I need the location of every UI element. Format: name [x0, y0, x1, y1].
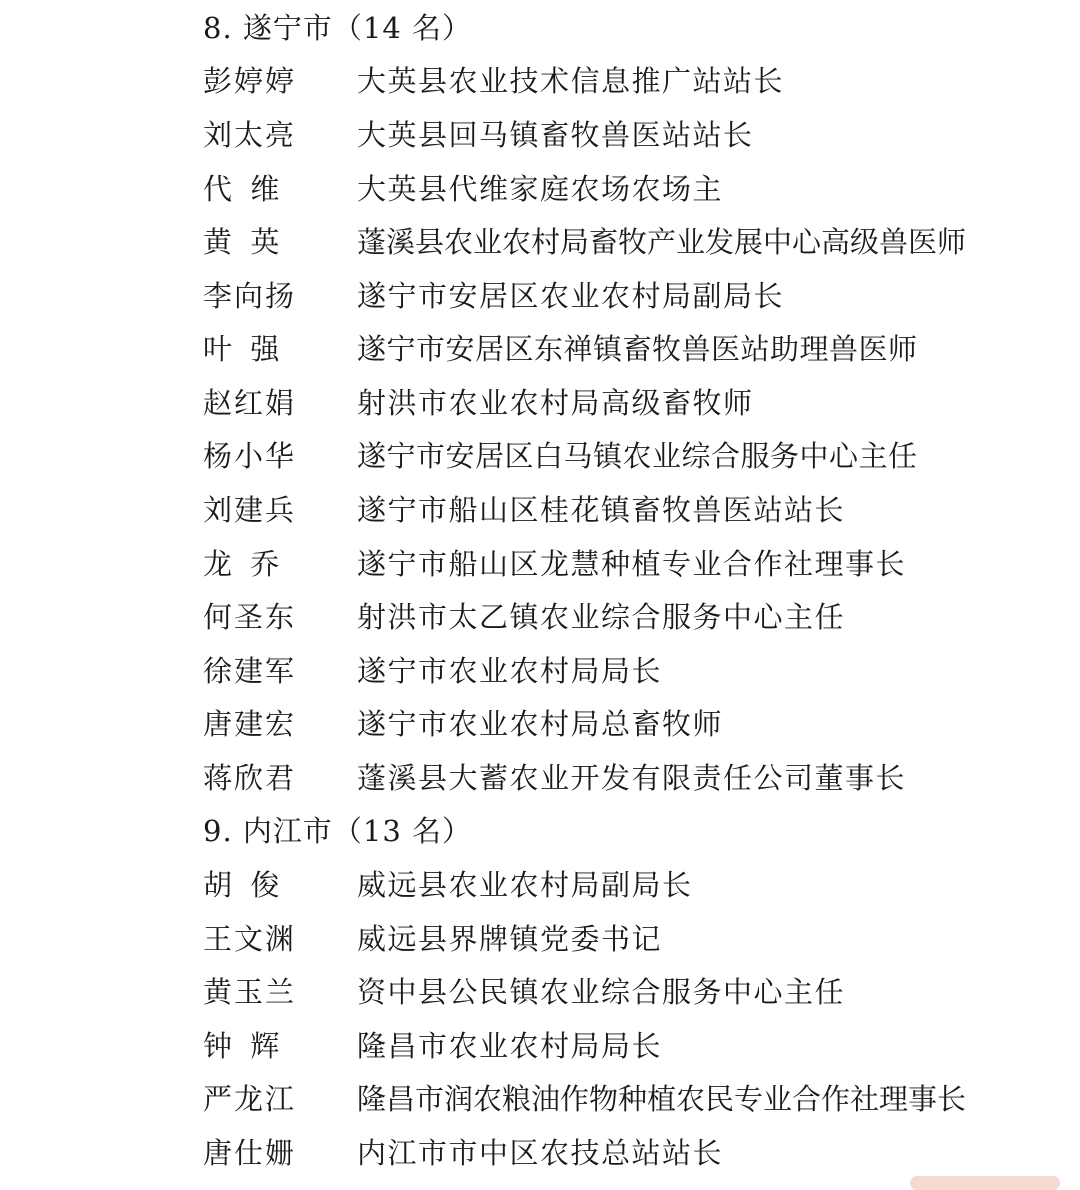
person-title: 遂宁市安居区白马镇农业综合服务中心主任	[357, 439, 918, 473]
person-name: 唐仕姗	[203, 1136, 297, 1170]
person-name: 胡 俊	[203, 868, 280, 902]
person-name: 黄 英	[203, 225, 280, 259]
person-title: 遂宁市农业农村局总畜牧师	[357, 707, 724, 741]
list-item	[0, 436, 1080, 476]
section-heading: 9. 内江市（13 名）	[203, 814, 473, 848]
list-item	[0, 222, 1080, 262]
person-name: 叶 强	[203, 332, 280, 366]
list-item	[0, 1026, 1080, 1066]
list-item	[0, 383, 1080, 423]
list-item	[0, 704, 1080, 744]
person-title: 射洪市农业农村局高级畜牧师	[357, 386, 754, 420]
person-title: 蓬溪县农业农村局畜牧产业发展中心高级兽医师	[357, 225, 967, 259]
person-title: 遂宁市船山区龙慧种植专业合作社理事长	[357, 547, 907, 581]
person-title: 资中县公民镇农业综合服务中心主任	[357, 975, 846, 1009]
person-title: 遂宁市安居区东禅镇畜牧兽医站助理兽医师	[357, 332, 918, 366]
list-item	[0, 758, 1080, 798]
list-item	[0, 597, 1080, 637]
person-name: 钟 辉	[203, 1029, 280, 1063]
list-item	[0, 276, 1080, 316]
list-item	[0, 115, 1080, 155]
person-title: 隆昌市润农粮油作物种植农民专业合作社理事长	[357, 1082, 967, 1116]
person-name: 代 维	[203, 172, 280, 206]
person-title: 蓬溪县大蓄农业开发有限责任公司董事长	[357, 761, 907, 795]
person-title: 遂宁市船山区桂花镇畜牧兽医站站长	[357, 493, 846, 527]
person-name: 何圣东	[203, 600, 297, 634]
person-title: 大英县代维家庭农场农场主	[357, 172, 724, 206]
person-name: 刘太亮	[203, 118, 297, 152]
person-name: 徐建军	[203, 654, 297, 688]
list-item	[0, 1079, 1080, 1119]
person-name: 彭婷婷	[203, 64, 297, 98]
person-title: 内江市市中区农技总站站长	[357, 1136, 724, 1170]
list-item	[0, 544, 1080, 584]
page-corner-highlight	[910, 1176, 1060, 1190]
list-item	[0, 919, 1080, 959]
person-title: 大英县农业技术信息推广站站长	[357, 64, 785, 98]
person-name: 王文渊	[203, 922, 297, 956]
list-item	[0, 972, 1080, 1012]
person-name: 龙 乔	[203, 547, 280, 581]
section-heading: 8. 遂宁市（14 名）	[203, 11, 473, 45]
list-item	[0, 490, 1080, 530]
person-name: 杨小华	[203, 439, 297, 473]
list-item	[0, 865, 1080, 905]
person-name: 严龙江	[203, 1082, 297, 1116]
person-title: 威远县界牌镇党委书记	[357, 922, 663, 956]
list-item	[0, 169, 1080, 209]
person-title: 威远县农业农村局副局长	[357, 868, 693, 902]
person-name: 李向扬	[203, 279, 297, 313]
person-title: 隆昌市农业农村局局长	[357, 1029, 663, 1063]
list-item	[0, 1133, 1080, 1173]
person-name: 黄玉兰	[203, 975, 297, 1009]
list-item	[0, 61, 1080, 101]
person-title: 大英县回马镇畜牧兽医站站长	[357, 118, 754, 152]
list-item	[0, 651, 1080, 691]
person-name: 蒋欣君	[203, 761, 297, 795]
list-item	[0, 329, 1080, 369]
person-title: 遂宁市安居区农业农村局副局长	[357, 279, 785, 313]
person-name: 唐建宏	[203, 707, 297, 741]
person-name: 刘建兵	[203, 493, 297, 527]
person-title: 遂宁市农业农村局局长	[357, 654, 663, 688]
person-title: 射洪市太乙镇农业综合服务中心主任	[357, 600, 846, 634]
person-name: 赵红娟	[203, 386, 297, 420]
